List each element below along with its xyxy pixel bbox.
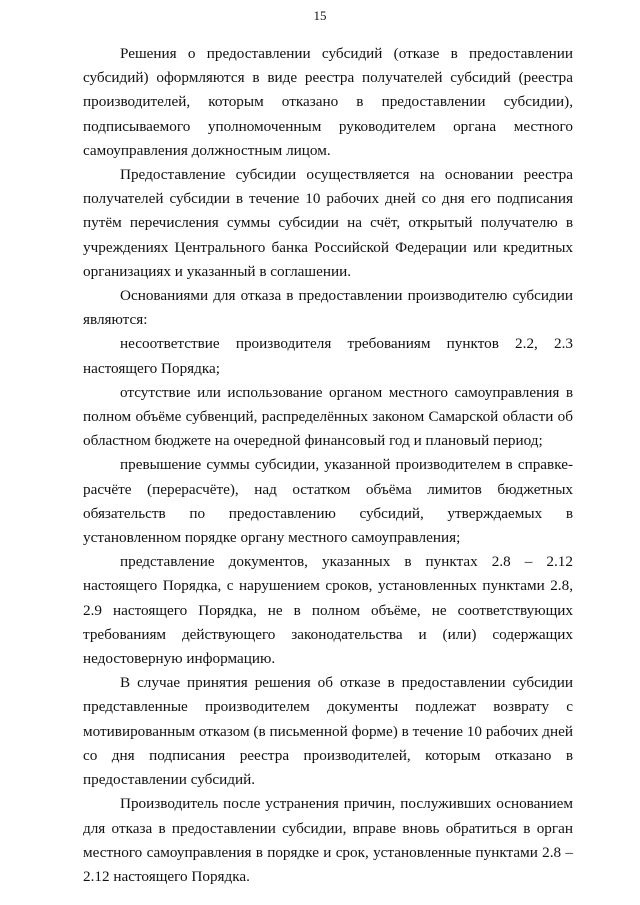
paragraph-refusal-ground-4: представление документов, указанных в пунктах 2.8 – 2.12 настоящего Порядка, с нарушением сроков, установленных пунктами 2.8, 2.9 настоящего Порядка, не в полном объёме, не соответствующих требованиям действующего законодательства и (или) содержащих недостоверную информацию. (83, 553, 573, 668)
paragraph-refusal-ground-3: превышение суммы субсидии, указанной производителем в справке-расчёте (перерасчёте), над остатком объёма лимитов бюджетных обязательств по предоставлению субсидий, утверждаемых в установленном порядке органу местного самоуправления; (83, 456, 573, 547)
paragraph-refusal-ground-2: отсутствие или использование органом местного самоуправления в полном объёме субвенций, распределённых законом Самарской области об областном бюджете на очередной финансовый год и плановый период; (83, 383, 573, 450)
paragraph-decision-registry: Решения о предоставлении субсидий (отказе в предоставлении субсидий) оформляются в виде реестра получателей субсидий (реестра производителей, которым отказано в предоставлении субсидии), подписываемого уполномоченным руководителем органа местного самоуправления должностным лицом. (83, 45, 573, 159)
paragraph-refusal-ground-1: несоответствие производителя требованиям пунктов 2.2, 2.3 настоящего Порядка; (83, 335, 573, 377)
page-number: 15 (313, 8, 327, 23)
paragraph-refusal-grounds-intro: Основаниями для отказа в предоставлении производителю субсидии являются: (83, 287, 573, 329)
paragraph-subsidy-payment: Предоставление субсидии осуществляется на основании реестра получателей субсидии в течение 10 рабочих дней со дня его подписания путём перечисления суммы субсидии на счёт, открытый получателю в учреждениях Центрального банка Российской Федерации или кредитных организациях и указанный в соглашении. (83, 166, 573, 280)
document-body (83, 42, 573, 889)
paragraph-reapplication: Производитель после устранения причин, послуживших основанием для отказа в предоставлении субсидии, вправе вновь обратиться в орган местного самоуправления в порядке и срок, установленные пунктами 2.8 – 2.12 настоящего Порядка. (83, 795, 573, 885)
paragraph-documents-return: В случае принятия решения об отказе в предоставлении субсидии представленные производителем документы подлежат возврату с мотивированным отказом (в письменной форме) в течение 10 рабочих дней со дня подписания реестра производителей, которым отказано в предоставлении субсидий. (83, 674, 573, 789)
